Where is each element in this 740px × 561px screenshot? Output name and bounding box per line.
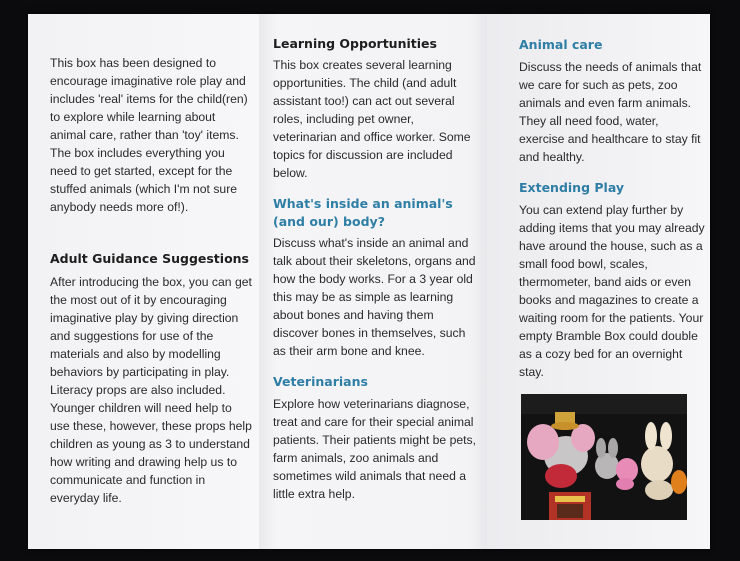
- guidance-heading: Adult Guidance Suggestions: [50, 251, 249, 266]
- panel-left: [28, 14, 259, 549]
- extend-paragraph: You can extend play further by adding items that you may already have around the house, such as a small food bowl, scales, thermometer, band aids or even books and magazines to create a waiting room for the patients. Your empty Bramble Box could double as a cozy bed for an overnight stay.: [519, 203, 705, 379]
- stuffed-animals-illustration: [521, 394, 687, 520]
- inside-heading: What's inside an animal's (and our) body?: [273, 196, 453, 229]
- care-heading: Animal care: [519, 37, 603, 52]
- panel-middle: [259, 14, 487, 549]
- stuffed-animals-photo: [521, 394, 687, 520]
- inside-paragraph: Discuss what's inside an animal and talk about their skeletons, organs and how the body works. For a 3 year old this may be as simple as learning about bones and having them discover bones in themselves, such as their arm bone and knee.: [273, 236, 476, 358]
- vets-paragraph: Explore how veterinarians diagnose, treat and care for their special animal patients. Their patients might be pets, farm animals, zoo animals and sometimes wild animals that need a little extra help.: [273, 397, 477, 501]
- intro-paragraph: This box has been designed to encourage imaginative role play and includes 'real' items for the child(ren) to explore while learning about animal care, rather than 'toy' items. The box includes everything you need to get started, except for the stuffed animals (which I'm not sure anybody needs more of!).: [50, 56, 248, 214]
- guidance-paragraph: After introducing the box, you can get the most out of it by encouraging imaginative play by giving direction and suggestions for use of the materials and also by modelling behaviors by participating in play. Literacy props are also included. Younger children will need help to use these, however, these props help children as young as 3 to understand how writing and drawing help us to communicate and function in everyday life.: [50, 275, 252, 505]
- care-paragraph: Discuss the needs of animals that we care for such as pets, zoo animals and even farm animals. They all need food, water, exercise and healthcare to stay fit and healthy.: [519, 60, 702, 164]
- brochure: [28, 14, 710, 549]
- vets-heading: Veterinarians: [273, 374, 368, 389]
- panel-right: [487, 14, 710, 549]
- learning-paragraph: This box creates several learning opportunities. The child (and adult assistant too!) can act out several roles, including pet owner, veterinarian and office worker. Some topics for discussion are included below.: [273, 58, 471, 180]
- extend-heading: Extending Play: [519, 180, 625, 195]
- learning-heading: Learning Opportunities: [273, 36, 437, 51]
